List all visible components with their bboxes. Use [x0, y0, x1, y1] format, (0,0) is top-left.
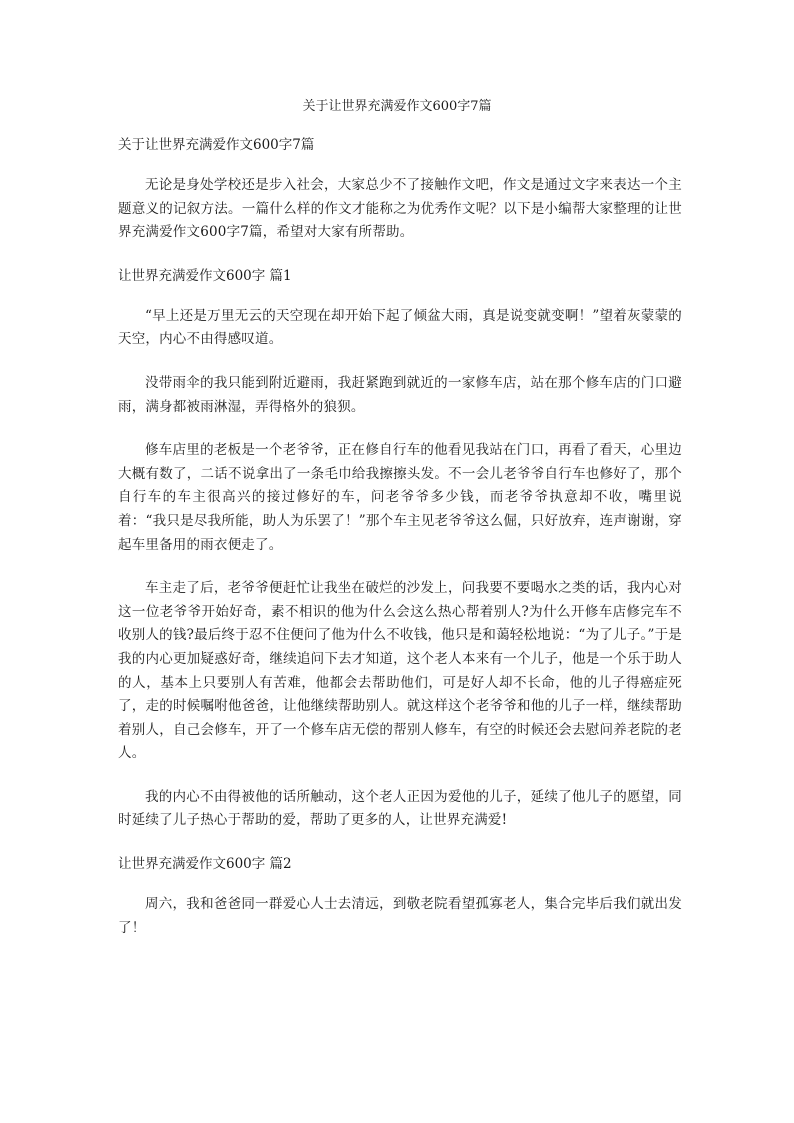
intro-paragraph: 无论是身处学校还是步入社会，大家总少不了接触作文吧，作文是通过文字来表达一个主题意义的记叙方法。一篇什么样的作文才能称之为优秀作文呢？以下是小编帮大家整理的让世界充满爱作文600字7篇，希望对大家有所帮助。	[118, 177, 682, 241]
section-heading: 让世界充满爱作文600字 篇1	[118, 267, 292, 284]
document-subtitle: 关于让世界充满爱作文600字7篇	[118, 137, 315, 153]
section-2	[118, 853, 682, 940]
paragraph: 周六，我和爸爸同一群爱心人士去清远，到敬老院看望孤寡老人，集合完毕后我们就出发了！	[118, 896, 682, 936]
paragraph: 没带雨伞的我只能到附近避雨，我赶紧跑到就近的一家修车店，站在那个修车店的门口避雨，满身都被雨淋湿，弄得格外的狼狈。	[118, 374, 682, 415]
paragraph: “早上还是万里无云的天空现在却开始下起了倾盆大雨，真是说变就变啊！”望着灰蒙蒙的天空，内心不由得感叹道。	[118, 307, 682, 348]
document-body	[118, 134, 682, 960]
paragraph: 车主走了后，老爷爷便赶忙让我坐在破烂的沙发上，问我要不要喝水之类的话，我内心对这一位老爷爷开始好奇，素不相识的他为什么会这么热心帮着别人?为什么开修车店修完车不收别人的钱?最后终于忍不住便问了他为什么不收钱，他只是和蔼轻松地说：“为了儿子。”于是我的内心更加疑惑好奇，继续追问下去才知道，这个老人本来有一个儿子，他是一个乐于助人的人，基本上只要别人有苦难，他都会去帮助他们，可是好人却不长命，他的儿子得癌症死了，走的时候嘱咐他爸爸，让他继续帮助别人。就这样这个老爷爷和他的儿子一样，继续帮助着别人，自己会修车，开了一个修车店无偿的帮别人修车，有空的时候还会去慰问养老院的老人。	[118, 580, 682, 762]
paragraph: 我的内心不由得被他的话所触动，这个老人正因为爱他的儿子，延续了他儿子的愿望，同时延续了儿子热心于帮助的爱，帮助了更多的人，让世界充满爱!	[118, 788, 682, 829]
paragraph: 修车店里的老板是一个老爷爷，正在修自行车的他看见我站在门口，再看了看天，心里边大概有数了，二话不说拿出了一条毛巾给我擦擦头发。不一会儿老爷爷自行车也修好了，那个自行车的车主很高兴的接过修好的车，问老爷爷多少钱，而老爷爷执意却不收，嘴里说着：“我只是尽我所能，助人为乐罢了！”那个车主见老爷爷这么倔，只好放弃，连声谢谢，穿起车里备用的雨衣便走了。	[118, 442, 682, 553]
page-title: 关于让世界充满爱作文600字7篇	[302, 99, 492, 114]
section-1	[118, 265, 682, 833]
section-heading: 让世界充满爱作文600字 篇2	[118, 856, 292, 873]
